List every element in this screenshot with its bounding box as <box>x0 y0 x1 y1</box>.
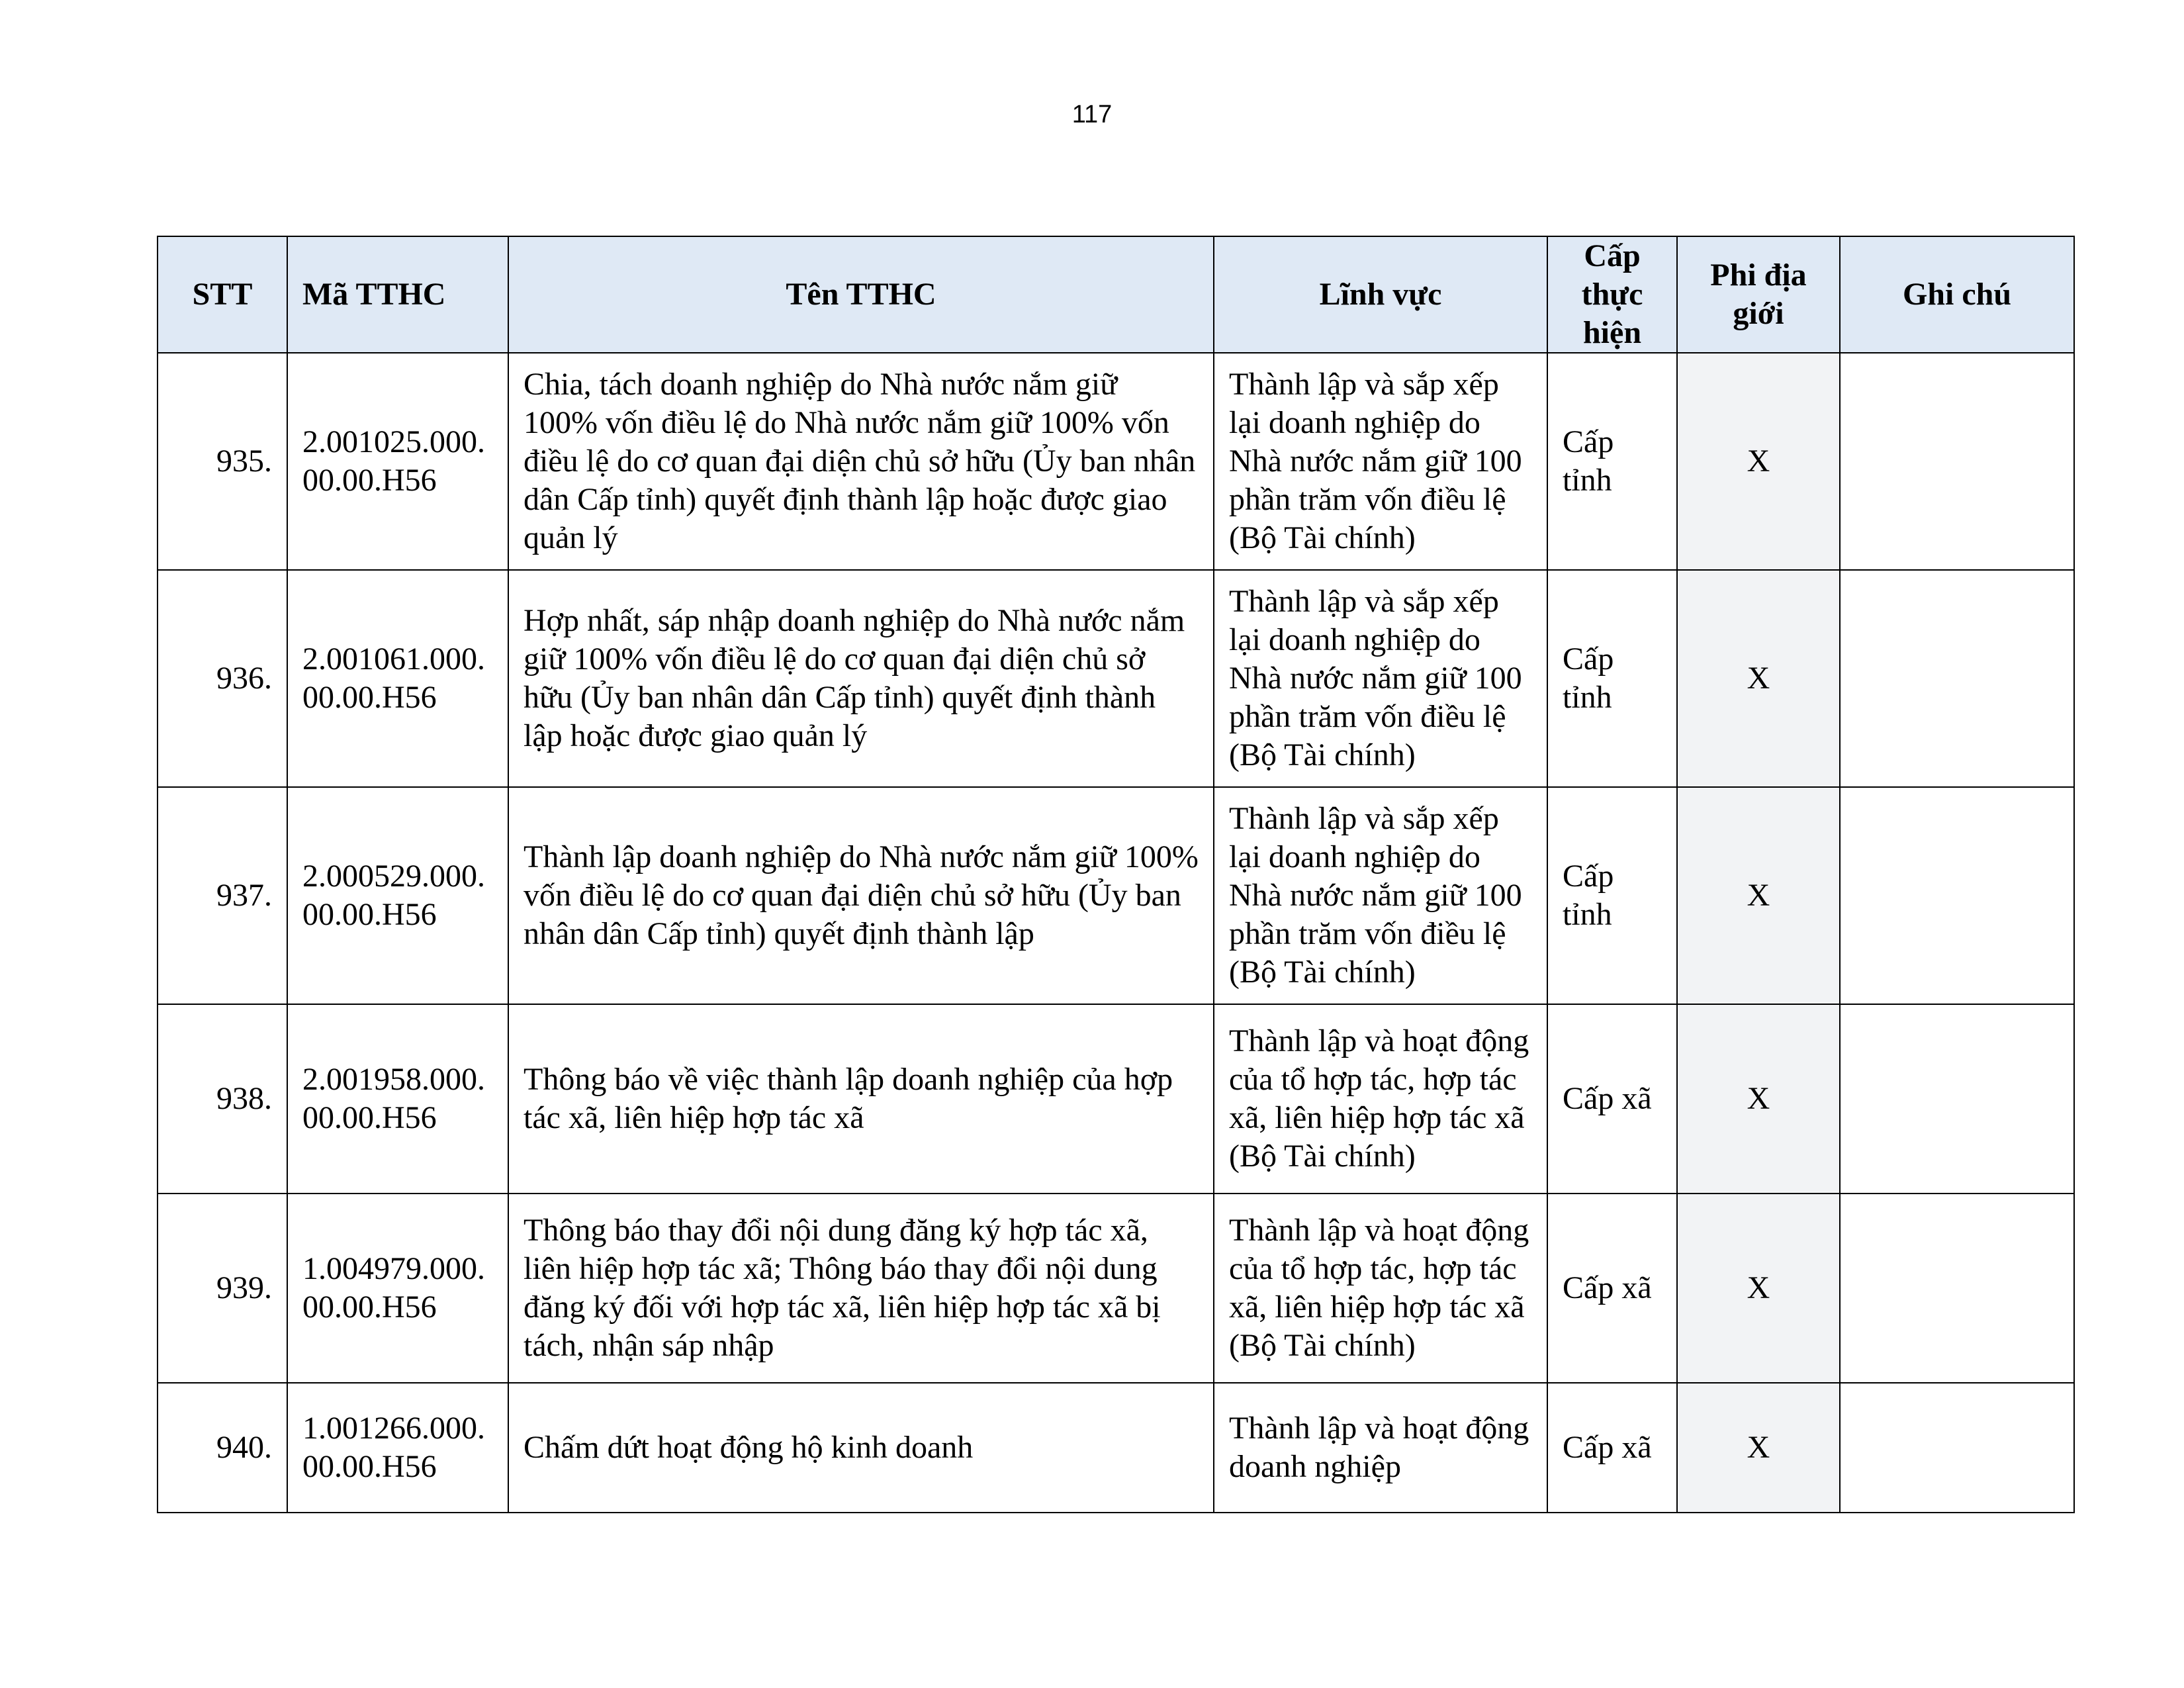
cell-linh-vuc: Thành lập và hoạt động doanh nghiệp <box>1214 1383 1547 1513</box>
table-row <box>158 1383 2074 1513</box>
cell-ghi-chu <box>1840 787 2074 1004</box>
cell-stt: 938. <box>158 1004 287 1194</box>
cell-phi-dia-gioi: X <box>1677 787 1840 1004</box>
header-ghi-chu: Ghi chú <box>1840 236 2074 353</box>
cell-ten-tthc: Chia, tách doanh nghiệp do Nhà nước nắm giữ 100% vốn điều lệ do Nhà nước nắm giữ 100% vốn điều lệ do cơ quan đại diện chủ sở hữu (Ủy ban nhân dân Cấp tỉnh) quyết định thành lập hoặc được giao quản lý <box>508 353 1214 570</box>
page-number: 117 <box>1071 101 1113 128</box>
header-stt: STT <box>158 236 287 353</box>
table-row <box>158 787 2074 1004</box>
cell-ma-tthc: 1.001266.000. 00.00.H56 <box>287 1383 508 1513</box>
cell-stt: 937. <box>158 787 287 1004</box>
cell-stt: 939. <box>158 1194 287 1383</box>
cell-cap-thuc-hien: Cấp xã <box>1547 1194 1677 1383</box>
cell-linh-vuc: Thành lập và sắp xếp lại doanh nghiệp do Nhà nước nắm giữ 100 phần trăm vốn điều lệ (Bộ Tài chính) <box>1214 570 1547 787</box>
cell-ghi-chu <box>1840 570 2074 787</box>
header-ma-tthc: Mã TTHC <box>287 236 508 353</box>
cell-phi-dia-gioi: X <box>1677 1383 1840 1513</box>
header-ten-tthc: Tên TTHC <box>508 236 1214 353</box>
cell-cap-thuc-hien: Cấp tỉnh <box>1547 787 1677 1004</box>
table-header-row <box>158 236 2074 353</box>
cell-ghi-chu <box>1840 1383 2074 1513</box>
cell-ma-tthc: 2.001958.000. 00.00.H56 <box>287 1004 508 1194</box>
cell-linh-vuc: Thành lập và sắp xếp lại doanh nghiệp do Nhà nước nắm giữ 100 phần trăm vốn điều lệ (Bộ Tài chính) <box>1214 787 1547 1004</box>
table-row <box>158 1194 2074 1383</box>
cell-ghi-chu <box>1840 353 2074 570</box>
cell-stt: 935. <box>158 353 287 570</box>
header-linh-vuc: Lĩnh vực <box>1214 236 1547 353</box>
cell-phi-dia-gioi: X <box>1677 570 1840 787</box>
cell-cap-thuc-hien: Cấp tỉnh <box>1547 353 1677 570</box>
cell-stt: 936. <box>158 570 287 787</box>
cell-linh-vuc: Thành lập và hoạt động của tổ hợp tác, hợp tác xã, liên hiệp hợp tác xã (Bộ Tài chính) <box>1214 1004 1547 1194</box>
procedures-table <box>157 236 2075 1513</box>
cell-cap-thuc-hien: Cấp xã <box>1547 1004 1677 1194</box>
table-row <box>158 1004 2074 1194</box>
cell-ten-tthc: Thông báo thay đổi nội dung đăng ký hợp tác xã, liên hiệp hợp tác xã; Thông báo thay đổi nội dung đăng ký đối với hợp tác xã, liên hiệp hợp tác xã bị tách, nhận sáp nhập <box>508 1194 1214 1383</box>
cell-ten-tthc: Hợp nhất, sáp nhập doanh nghiệp do Nhà nước nắm giữ 100% vốn điều lệ do cơ quan đại diện chủ sở hữu (Ủy ban nhân dân Cấp tỉnh) quyết định thành lập hoặc được giao quản lý <box>508 570 1214 787</box>
cell-linh-vuc: Thành lập và sắp xếp lại doanh nghiệp do Nhà nước nắm giữ 100 phần trăm vốn điều lệ (Bộ Tài chính) <box>1214 353 1547 570</box>
cell-stt: 940. <box>158 1383 287 1513</box>
cell-ghi-chu <box>1840 1194 2074 1383</box>
cell-ma-tthc: 1.004979.000. 00.00.H56 <box>287 1194 508 1383</box>
cell-phi-dia-gioi: X <box>1677 353 1840 570</box>
header-cap-thuc-hien: Cấp thực hiện <box>1547 236 1677 353</box>
cell-cap-thuc-hien: Cấp tỉnh <box>1547 570 1677 787</box>
cell-ten-tthc: Thành lập doanh nghiệp do Nhà nước nắm giữ 100% vốn điều lệ do cơ quan đại diện chủ sở hữu (Ủy ban nhân dân Cấp tỉnh) quyết định thành lập <box>508 787 1214 1004</box>
cell-ten-tthc: Chấm dứt hoạt động hộ kinh doanh <box>508 1383 1214 1513</box>
cell-cap-thuc-hien: Cấp xã <box>1547 1383 1677 1513</box>
table-row <box>158 353 2074 570</box>
table-row <box>158 570 2074 787</box>
cell-ma-tthc: 2.000529.000. 00.00.H56 <box>287 787 508 1004</box>
cell-ma-tthc: 2.001061.000. 00.00.H56 <box>287 570 508 787</box>
header-phi-dia-gioi: Phi địa giới <box>1677 236 1840 353</box>
cell-ten-tthc: Thông báo về việc thành lập doanh nghiệp của hợp tác xã, liên hiệp hợp tác xã <box>508 1004 1214 1194</box>
cell-ma-tthc: 2.001025.000. 00.00.H56 <box>287 353 508 570</box>
cell-phi-dia-gioi: X <box>1677 1194 1840 1383</box>
cell-ghi-chu <box>1840 1004 2074 1194</box>
cell-phi-dia-gioi: X <box>1677 1004 1840 1194</box>
cell-linh-vuc: Thành lập và hoạt động của tổ hợp tác, hợp tác xã, liên hiệp hợp tác xã (Bộ Tài chính) <box>1214 1194 1547 1383</box>
